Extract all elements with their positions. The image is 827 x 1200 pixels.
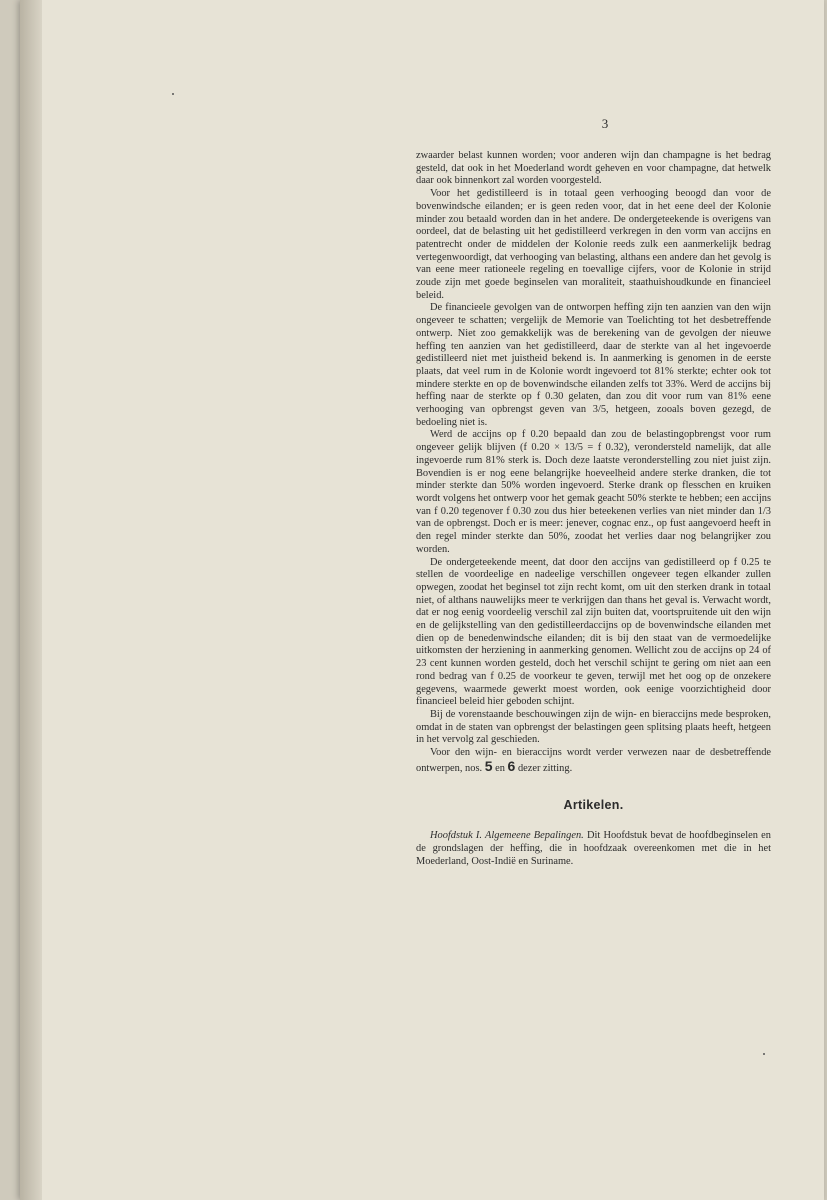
chapter-title: Hoofdstuk I. Algemeene Bepalingen.: [430, 830, 584, 842]
paper-speck: [763, 1053, 765, 1055]
page-number: 3: [601, 116, 609, 131]
paragraph-7-connector: en: [495, 762, 505, 774]
section-heading: Artikelen.: [563, 798, 624, 813]
paragraph-2: Voor het gedistilleerd is in totaal geen verhooging beoogd dan voor de bovenwindsche eilanden; er is geen reden voor, dat in het eene deel der Kolonie minder zou betaald worden dan in het andere. De ondergeteekende is overigens van oordeel, dat de belasting uit het gedistilleerd verkregen in den vorm van accijns en patentrecht onder de middelen der Kolonie reeds zulk een aanmerkelijk bedrag vertegenwoordigt, dat verhooging van belasting, althans een andere dan het gevolg is van eene meer rationeele regeling en toevallige cijfers, voor de Kolonie in strijd zoude zijn met goede beginselen van moraliteit, staathuishoudkunde en financieel beleid.: [416, 188, 771, 301]
document-page: [20, 0, 824, 1200]
paragraph-3: De financieele gevolgen van de ontworpen heffing zijn ten aanzien van den wijn ongeveer te schatten; vergelijk de Memorie van Toelichting tot het desbetreffende ontwerp. Niet zoo gemakkelijk was de berekening van de gevolgen der nieuwe heffing ten aanzien van het gedistilleerd, daar de sterkte van al het ingevoerde gedistilleerd niet met juistheid bekend is. In aanmerking is genomen in de eerste plaats, dat veel rum in de Kolonie wordt ingevoerd tot 81% sterkte; echter ook tot mindere sterkte en op de bovenwindsche eilanden zelfs tot 33%. Werd de accijns bij heffing naar de sterkte op f 0.30 gelaten, dan zou dit voor rum van 81% eene verhooging van opbrengst geven van 3/5, hetgeen, zooals boven gezegd, de bedoeling niet is.: [416, 302, 771, 428]
chapter-text: Dit Hoofdstuk bevat de hoofdbeginselen en de grondslagen der heffing, die in hoofdzaak overeenkomen met die in het Moederland, Oost-Indië en Suriname.: [416, 830, 771, 867]
paragraph-5: De ondergeteekende meent, dat door den accijns van gedistilleerd op f 0.25 te stellen de voordeelige en nadeelige verschillen ongeveer tegen elkander zullen opwegen, zoodat het beginsel tot zijn recht komt, om uit den sterken drank in totaal niet, of althans nauwelijks meer te verkrijgen dan thans het geval is. Verwacht wordt, dat er nog eenig voordeelig verschil zal zijn buiten dat, voortspruitende uit den wijn en de gelijkstelling van den gedistilleerdaccijns op de bovenwindsche eilanden met dien op de benedenwindsche eilanden; dit is bij den staat van de vermoedelijke uitkomsten der herziening in aanmerking genomen. Wellicht zou de accijns op 24 of 23 cent kunnen worden gesteld, doch het verschil schijnt te gering om niet aan een rond bedrag van f 0.25 de voorkeur te geven, terwijl met het oog op de onzekere gegevens, waarmede gewerkt moest worden, ook eenige voorzichtigheid door financieel beleid hier geboden schijnt.: [416, 556, 771, 708]
paragraph-1: zwaarder belast kunnen worden; voor anderen wijn dan champagne is het bedrag gesteld, dat ook in het Moederland wordt geheven en voor champagne, dat hetwelk daar ook binnenkort zal worden voorgesteld.: [416, 150, 771, 187]
paragraph-7-end: dezer zitting.: [517, 762, 573, 774]
paper-speck: [172, 93, 174, 95]
ontwerp-number-a: 5: [484, 757, 493, 774]
text-column: [416, 150, 771, 868]
paragraph-7: [416, 747, 771, 775]
paragraph-6: Bij de vorenstaande beschouwingen zijn de wijn- en bieraccijns mede besproken, omdat in de staten van opbrengst der belastingen geen splitsing plaats heeft, hetgeen in het vervolg zal geschieden.: [416, 708, 771, 746]
chapter-paragraph: [416, 830, 771, 868]
paragraph-4: Werd de accijns op f 0.20 bepaald dan zou de belastingopbrengst voor rum ongeveer gelijk blijven (f 0.20 × 13/5 = f 0.32), verondersteld namelijk, dat alle ingevoerde rum 81% sterk is. Doch deze laatste veronderstelling zou niet juist zijn. Bovendien is er nog eene belangrijke hoeveelheid andere sterke dranken, die tot minder sterkte dan 50% worden ingevoerd. Sterke drank op flesschen en kruiken wordt volgens het ontwerp voor het gemak geacht 50% sterkte te hebben; een accijns van f 0.20 tegenover f 0.30 zou dus hier beteekenen verlies van niet minder dan 1/3 van de opbrengst. Doch er is meer: jenever, cognac enz., op fust aangevoerd heeft in den regel minder sterkte dan 50%, zoodat het verlies daar nog belangrijker zou worden.: [416, 429, 771, 555]
paragraph-7-text: Voor den wijn- en bieraccijns wordt verder verwezen naar de desbetreffende ontwerpen, nos.: [416, 747, 771, 774]
page-edge-shadow: [20, 0, 42, 1200]
ontwerp-number-b: 6: [507, 757, 516, 774]
